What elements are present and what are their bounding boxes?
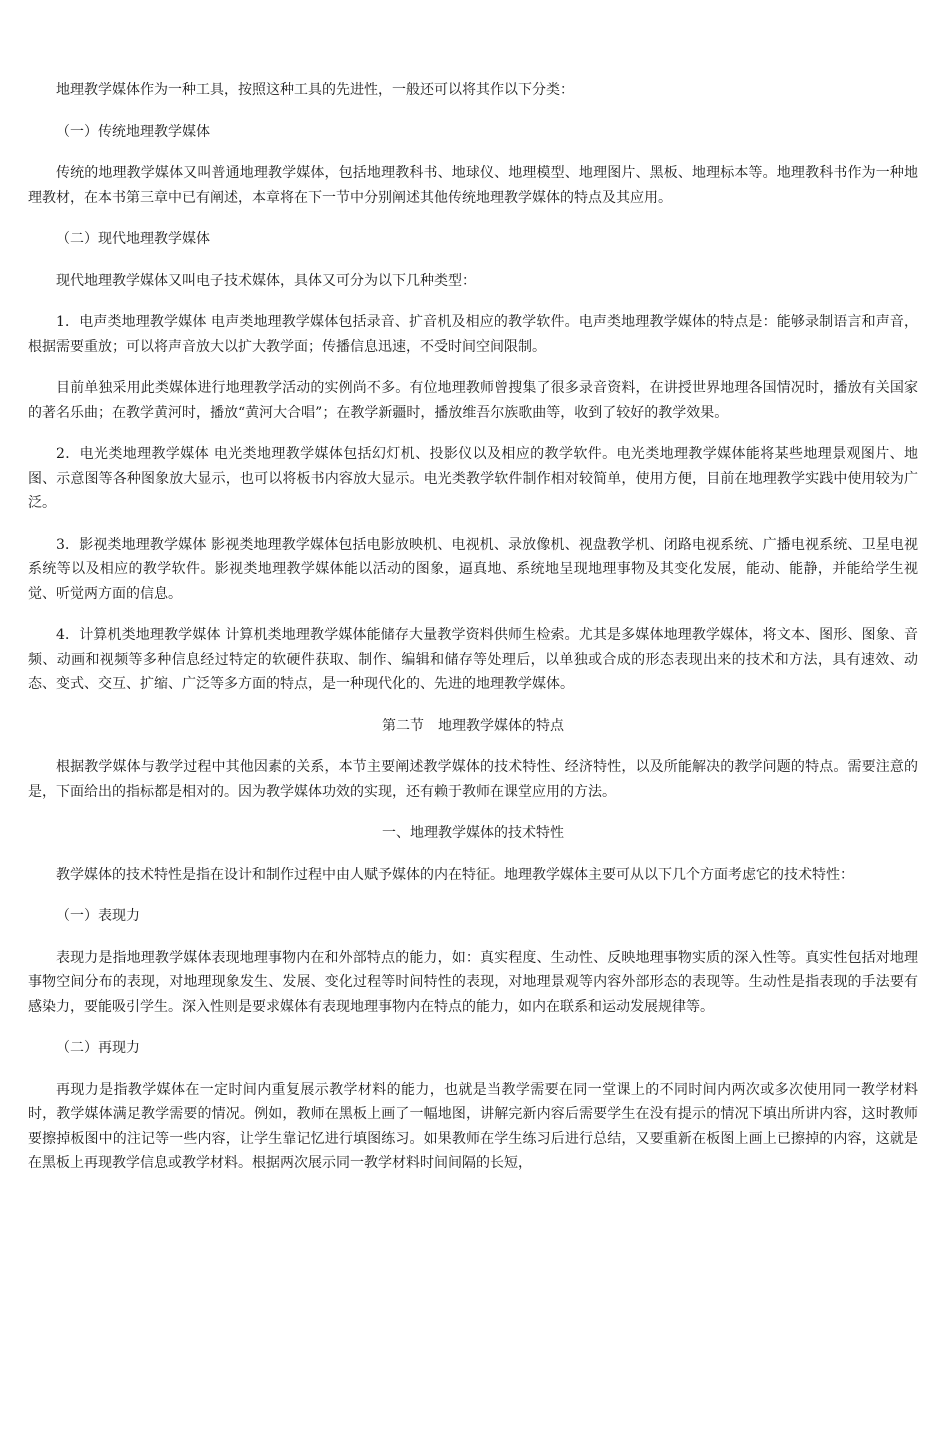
subheading-reproducibility: （二）再现力 — [56, 1040, 140, 1056]
paragraph-optical-media: 2．电光类地理教学媒体 电光类地理教学媒体包括幻灯机、投影仪以及相应的教学软件。电光类地理教学媒体能将某些地理景观图片、地图、示意图等各种图象放大显示，也可以将板书内容放大显示。电光类教学软件制作相对较简单，使用方便，目前在地理教学实践中使用较为广泛。 — [28, 446, 918, 511]
document-body — [28, 78, 918, 1193]
subheading-modern-media: （二）现代地理教学媒体 — [56, 231, 210, 247]
intro-paragraph: 地理教学媒体作为一种工具，按照这种工具的先进性，一般还可以将其作以下分类： — [56, 82, 574, 98]
paragraph-audio-example: 目前单独采用此类媒体进行地理教学活动的实例尚不多。有位地理教师曾搜集了很多录音资料，在讲授世界地理各国情况时，播放有关国家的著名乐曲；在教学黄河时，播放“黄河大合唱”；在教学新疆时，播放维吾尔族歌曲等，收到了较好的教学效果。 — [28, 380, 918, 421]
subheading-traditional-media: （一）传统地理教学媒体 — [56, 123, 210, 140]
paragraph-audio-media: 1．电声类地理教学媒体 电声类地理教学媒体包括录音、扩音机及相应的教学软件。电声类地理教学媒体的特点是：能够录制语言和声音，根据需要重放；可以将声音放大以扩大教学面；传播信息迅速，不受时间空间限制。 — [28, 314, 918, 355]
paragraph-computer-media: 4．计算机类地理教学媒体 计算机类地理教学媒体能储存大量教学资料供师生检索。尤其是多媒体地理教学媒体，将文本、图形、图象、音频、动画和视频等多种信息经过特定的软硬件获取、制作、编辑和储存等处理后，以单独或合成的形态表现出来的技术和方法，具有速效、动态、变式、交互、扩缩、广泛等多方面的特点，是一种现代化的、先进的地理教学媒体。 — [28, 627, 918, 692]
paragraph-expressiveness: 表现力是指地理教学媒体表现地理事物内在和外部特点的能力，如：真实程度、生动性、反映地理事物实质的深入性等。真实性包括对地理事物空间分布的表现，对地理现象发生、发展、变化过程等时间特性的表现，对地理景观等内容外部形态的表现等。生动性是指表现的手法要有感染力，要能吸引学生。深入性则是要求媒体有表现地理事物内在特点的能力，如内在联系和运动发展规律等。 — [28, 949, 918, 1015]
paragraph-film-tv-media: 3．影视类地理教学媒体 影视类地理教学媒体包括电影放映机、电视机、录放像机、视盘教学机、闭路电视系统、广播电视系统、卫星电视系统等以及相应的教学软件。影视类地理教学媒体能以活动的图象，逼真地、系统地呈现地理事物及其变化发展，能动、能静，并能给学生视觉、听觉两方面的信息。 — [28, 536, 918, 602]
paragraph-traditional-media: 传统的地理教学媒体又叫普通地理教学媒体，包括地理教科书、地球仪、地理模型、地理图片、黑板、地理标本等。地理教科书作为一种地理教材，在本书第三章中已有阐述，本章将在下一节中分别阐述其他传统地理教学媒体的特点及其应用。 — [28, 165, 918, 206]
heading-technical-properties: 一、地理教学媒体的技术特性 — [382, 825, 564, 841]
paragraph-section-intro: 根据教学媒体与教学过程中其他因素的关系，本节主要阐述教学媒体的技术特性、经济特性，以及所能解决的教学问题的特点。需要注意的是，下面给出的指标都是相对的。因为教学媒体功效的实现，还有赖于教师在课堂应用的方法。 — [28, 759, 918, 800]
subheading-expressiveness: （一）表现力 — [56, 908, 140, 924]
section-heading-characteristics: 第二节 地理教学媒体的特点 — [382, 717, 564, 734]
paragraph-reproducibility: 再现力是指教学媒体在一定时间内重复展示教学材料的能力，也就是当教学需要在同一堂课上的不同时间内两次或多次使用同一教学材料时，教学媒体满足教学需要的情况。例如，教师在黑板上画了一幅地图，讲解完新内容后需要学生在没有提示的情况下填出所讲内容，这时教师要擦掉板图中的注记等一些内容，让学生靠记忆进行填图练习。如果教师在学生练习后进行总结，又要重新在板图上画上已擦掉的内容，这就是在黑板上再现教学信息或教学材料。根据两次展示同一教学材料时间间隔的长短， — [28, 1081, 918, 1171]
paragraph-modern-media: 现代地理教学媒体又叫电子技术媒体，具体又可分为以下几种类型： — [56, 272, 476, 289]
paragraph-technical-intro: 教学媒体的技术特性是指在设计和制作过程中由人赋予媒体的内在特征。地理教学媒体主要可从以下几个方面考虑它的技术特性： — [56, 866, 854, 883]
